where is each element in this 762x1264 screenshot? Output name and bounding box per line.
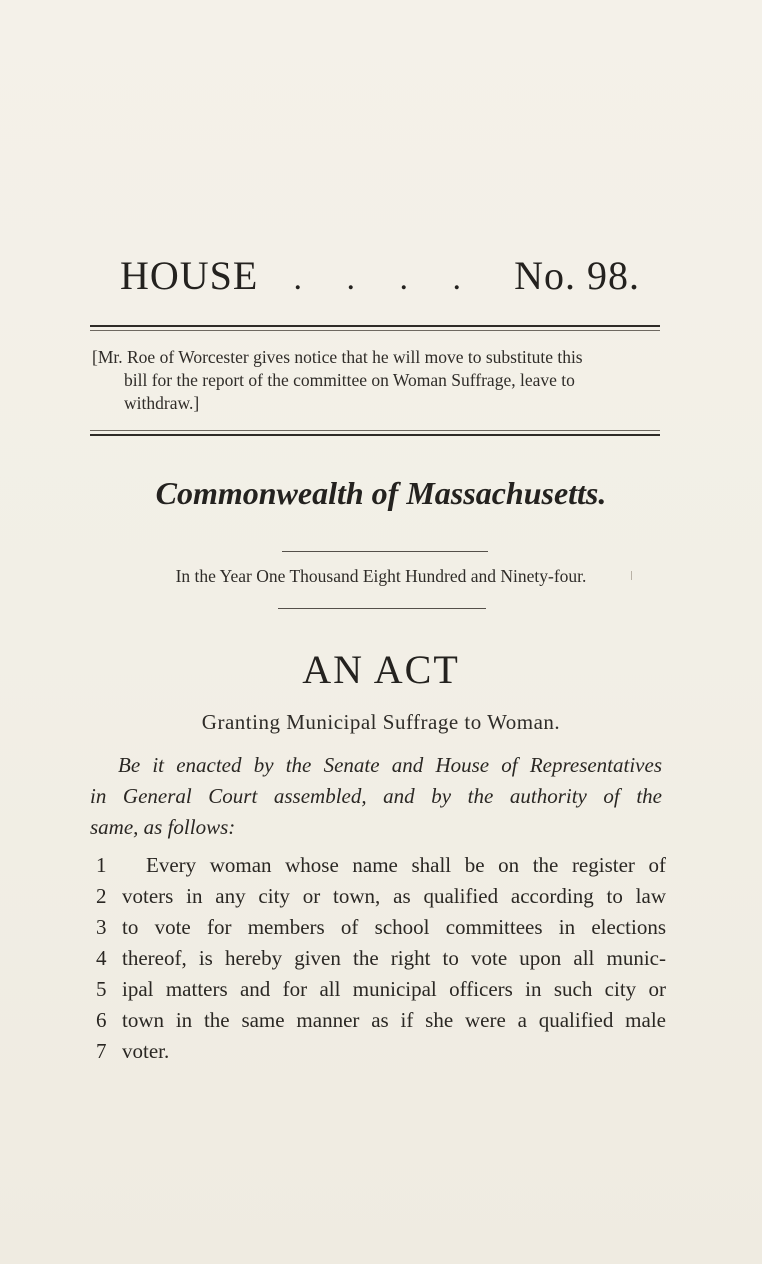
line-text: Every woman whose name shall be on the register of bbox=[146, 853, 666, 877]
act-line bbox=[96, 915, 666, 946]
commonwealth-title: Commonwealth of Massachusetts. bbox=[155, 475, 607, 511]
year-line: In the Year One Thousand Eight Hundred and Ninety-four. bbox=[175, 566, 587, 586]
enacting-clause-line-1: Be it enacted by the Senate and House of Representatives bbox=[118, 753, 662, 777]
mid-rule-thin bbox=[90, 430, 660, 431]
act-title: AN ACT bbox=[302, 647, 460, 692]
line-number: 5 bbox=[96, 977, 107, 1001]
top-rule-thin bbox=[90, 330, 660, 331]
mid-rule-thick bbox=[90, 434, 660, 436]
notice-line-2: bill for the report of the committee on Woman Suffrage, leave to bbox=[124, 370, 575, 390]
line-number: 2 bbox=[96, 884, 107, 908]
act-line bbox=[96, 853, 666, 884]
line-text: ipal matters and for all municipal officers in such city or bbox=[122, 977, 666, 1001]
act-line bbox=[96, 977, 666, 1008]
act-line bbox=[96, 884, 666, 915]
top-rule-thick bbox=[90, 325, 660, 327]
enacting-clause bbox=[90, 750, 662, 843]
line-number: 1 bbox=[96, 853, 107, 877]
act-line bbox=[96, 946, 666, 977]
line-text: to vote for members of school committees in elections bbox=[122, 915, 666, 939]
notice-paragraph bbox=[92, 346, 662, 415]
act-subtitle: Granting Municipal Suffrage to Woman. bbox=[201, 710, 561, 734]
line-text: thereof, is hereby given the right to vote upon all munic- bbox=[122, 946, 666, 970]
act-line bbox=[96, 1039, 666, 1070]
bill-heading bbox=[120, 252, 640, 299]
notice-line-1: [Mr. Roe of Worcester gives notice that he will move to substitute this bbox=[92, 347, 583, 367]
heading-leader-dots: . . . . bbox=[293, 260, 479, 297]
rule-below-year bbox=[278, 608, 486, 609]
line-text: town in the same manner as if she were a qualified male bbox=[122, 1008, 666, 1032]
margin-mark bbox=[631, 571, 632, 580]
rule-above-year bbox=[282, 551, 488, 552]
bill-number: No. 98. bbox=[514, 253, 640, 298]
line-number: 3 bbox=[96, 915, 107, 939]
house-label: HOUSE bbox=[120, 253, 259, 298]
act-body bbox=[96, 853, 666, 1070]
line-number: 6 bbox=[96, 1008, 107, 1032]
notice-line-3: withdraw.] bbox=[124, 393, 200, 413]
line-text: voter. bbox=[122, 1039, 170, 1063]
enacting-clause-line-2: in General Court assembled, and by the authority of the bbox=[90, 784, 662, 808]
line-text: voters in any city or town, as qualified according to law bbox=[122, 884, 666, 908]
line-number: 7 bbox=[96, 1039, 107, 1063]
enacting-clause-line-3: same, as follows: bbox=[90, 815, 236, 839]
line-number: 4 bbox=[96, 946, 107, 970]
act-line bbox=[96, 1008, 666, 1039]
